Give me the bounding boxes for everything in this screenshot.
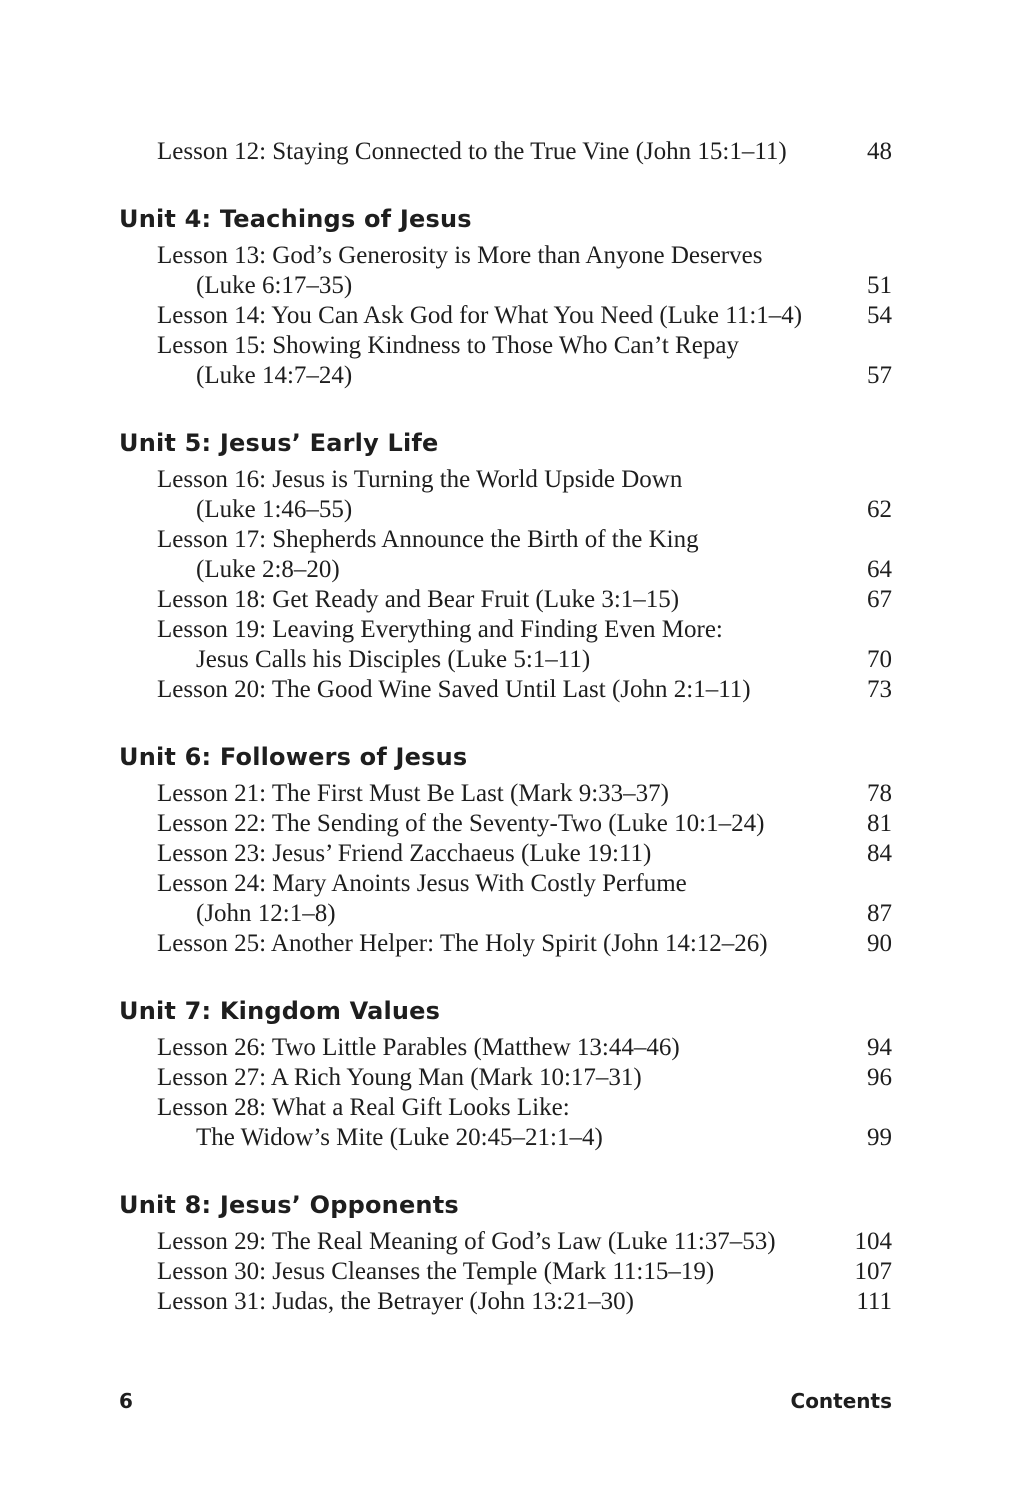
table-of-contents (119, 137, 892, 1317)
toc-unit-section (119, 428, 892, 705)
unit-heading: Unit 4: Teachings of Jesus (119, 205, 472, 233)
toc-entry-title: Lesson 19: Leaving Everything and Finding Even More: (157, 616, 723, 643)
toc-entry-page: 94 (867, 1034, 892, 1061)
toc-entry-continuation: (Luke 1:46–55) (196, 496, 353, 523)
toc-entry (119, 301, 892, 331)
toc-entry (119, 1063, 892, 1093)
toc-entry (119, 809, 892, 839)
toc-entry (119, 585, 892, 615)
toc-entry-page: 62 (867, 496, 892, 523)
toc-entry-page: 111 (856, 1288, 892, 1315)
toc-entry-page: 96 (867, 1064, 892, 1091)
toc-entry-title: Lesson 29: The Real Meaning of God’s Law (Luke 11:37–53) (157, 1228, 776, 1255)
toc-unit-section (119, 996, 892, 1153)
toc-entry-page: 78 (867, 780, 892, 807)
toc-unit-section (119, 1190, 892, 1317)
toc-entry-continuation: (Luke 14:7–24) (196, 362, 353, 389)
toc-entry-page: 57 (867, 362, 892, 389)
toc-entry-title: Lesson 26: Two Little Parables (Matthew 13:44–46) (157, 1034, 680, 1061)
toc-entry (119, 1227, 892, 1257)
toc-entry-title: Lesson 24: Mary Anoints Jesus With Costly Perfume (157, 870, 687, 897)
toc-entry (119, 1287, 892, 1317)
unit-heading: Unit 6: Followers of Jesus (119, 743, 468, 771)
toc-entry-title: Lesson 31: Judas, the Betrayer (John 13:21–30) (157, 1288, 635, 1315)
toc-entry-title: Lesson 22: The Sending of the Seventy-Two (Luke 10:1–24) (157, 810, 765, 837)
toc-entry-title: Lesson 12: Staying Connected to the True Vine (John 15:1–11) (157, 138, 787, 165)
toc-entry-continuation: (Luke 6:17–35) (196, 272, 353, 299)
toc-entry-title: Lesson 13: God’s Generosity is More than Anyone Deserves (157, 242, 763, 269)
toc-entry-page: 54 (867, 302, 892, 329)
toc-entry (119, 675, 892, 705)
toc-entry (119, 779, 892, 809)
page-footer (119, 1387, 892, 1415)
toc-entry-title: Lesson 16: Jesus is Turning the World Upside Down (157, 466, 683, 493)
running-footer-section: Contents (790, 1389, 892, 1413)
toc-entry-page: 84 (867, 840, 892, 867)
toc-entry-page: 99 (867, 1124, 892, 1151)
toc-entry-page: 104 (854, 1228, 892, 1255)
unit-heading: Unit 8: Jesus’ Opponents (119, 1191, 459, 1219)
toc-entry-continuation: (John 12:1–8) (196, 900, 336, 927)
toc-entry (119, 137, 892, 167)
toc-entry (119, 241, 892, 301)
toc-entry-title: Lesson 25: Another Helper: The Holy Spirit (John 14:12–26) (157, 930, 768, 957)
toc-entry-title: Lesson 20: The Good Wine Saved Until Last (John 2:1–11) (157, 676, 751, 703)
toc-entry-title: Lesson 17: Shepherds Announce the Birth of the King (157, 526, 699, 553)
toc-entry (119, 929, 892, 959)
toc-entry-page: 51 (867, 272, 892, 299)
toc-entry-title: Lesson 30: Jesus Cleanses the Temple (Mark 11:15–19) (157, 1258, 715, 1285)
toc-entry-page: 64 (867, 556, 892, 583)
toc-unit-section (119, 204, 892, 391)
toc-unit-section (119, 742, 892, 959)
unit-heading: Unit 7: Kingdom Values (119, 997, 441, 1025)
toc-entry-page: 48 (867, 138, 892, 165)
toc-entry-page: 73 (867, 676, 892, 703)
toc-entry (119, 465, 892, 525)
toc-entry-continuation: Jesus Calls his Disciples (Luke 5:1–11) (196, 646, 591, 673)
toc-entry-title: Lesson 18: Get Ready and Bear Fruit (Luke 3:1–15) (157, 586, 680, 613)
toc-entry (119, 331, 892, 391)
unit-heading: Unit 5: Jesus’ Early Life (119, 429, 439, 457)
toc-entry-title: Lesson 27: A Rich Young Man (Mark 10:17–31) (157, 1064, 642, 1091)
toc-entry-title: Lesson 14: You Can Ask God for What You Need (Luke 11:1–4) (157, 302, 803, 329)
toc-entry-continuation: The Widow’s Mite (Luke 20:45–21:1–4) (196, 1124, 603, 1151)
toc-entry (119, 615, 892, 675)
toc-entry-page: 87 (867, 900, 892, 927)
toc-entry-title: Lesson 23: Jesus’ Friend Zacchaeus (Luke 19:11) (157, 840, 652, 867)
toc-entry (119, 1257, 892, 1287)
toc-entry (119, 869, 892, 929)
toc-entry (119, 839, 892, 869)
toc-entry-title: Lesson 15: Showing Kindness to Those Who Can’t Repay (157, 332, 739, 359)
toc-entry-page: 70 (867, 646, 892, 673)
toc-entry-page: 107 (854, 1258, 892, 1285)
toc-entry-continuation: (Luke 2:8–20) (196, 556, 340, 583)
toc-entry (119, 525, 892, 585)
toc-entry-title: Lesson 21: The First Must Be Last (Mark 9:33–37) (157, 780, 669, 807)
toc-entry-page: 81 (867, 810, 892, 837)
toc-entry-page: 67 (867, 586, 892, 613)
toc-entry-page: 90 (867, 930, 892, 957)
toc-entry (119, 1033, 892, 1063)
toc-entry-title: Lesson 28: What a Real Gift Looks Like: (157, 1094, 570, 1121)
toc-entry (119, 1093, 892, 1153)
page-number: 6 (119, 1389, 133, 1413)
